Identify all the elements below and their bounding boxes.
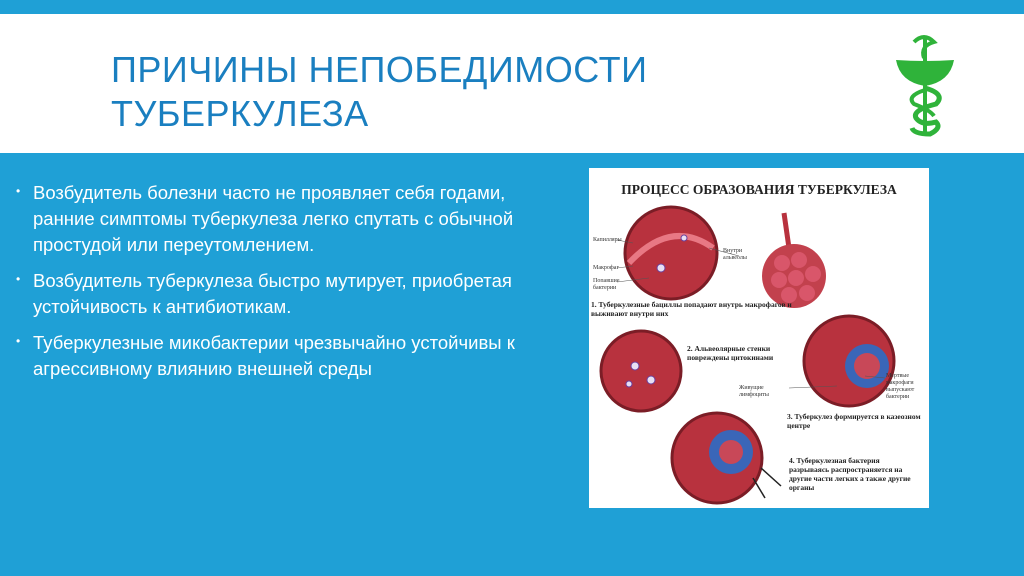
step-2: 2. Альвеолярные стенки повреждены цитокинами (687, 344, 774, 362)
step-4: 4. Туберкулезная бактерия разрываясь распространяется на другие части легких а также другие органы (789, 456, 911, 492)
label-capillary: Капилляры (593, 237, 622, 243)
slide-title-line-2: ТУБЕРКУЛЕЗА (111, 93, 369, 134)
bullet-text: Возбудитель туберкулеза быстро мутирует, приобретая устойчивость к антибиотикам. (33, 270, 512, 317)
bullet-text: Возбудитель болезни часто не проявляет себя годами, ранние симптомы туберкулеза легко спутать с обычной простудой или переутомлением. (33, 182, 514, 255)
bullet-item (16, 180, 556, 258)
label-bacteria: Попавшие бактерии (593, 278, 620, 291)
bullet-marker: • (16, 184, 21, 198)
bullet-item (16, 330, 556, 382)
tuberculosis-diagram (589, 168, 929, 508)
bullet-marker: • (16, 272, 21, 286)
bowl-of-hygieia-icon (890, 30, 960, 140)
step-3: 3. Туберкулез формируется в казеозном центре (787, 412, 921, 430)
slide-title (111, 48, 831, 136)
bullet-marker: • (16, 334, 21, 348)
label-lymphocytes: Живущие лимфоциты (739, 385, 769, 398)
step-1: 1. Туберкулезные бациллы попадают внутрь макрофагов и выживают внутри них (591, 300, 792, 318)
label-alveolar: Внутри альвеолы (723, 248, 747, 261)
label-dead-macrophages: Мертвые макрофаги выпускают бактерии (886, 373, 915, 400)
top-strip (0, 0, 1024, 14)
bullet-item (16, 268, 556, 320)
slide-title-line-1: ПРИЧИНЫ НЕПОБЕДИМОСТИ (111, 49, 648, 90)
bullet-text: Туберкулезные микобактерии чрезвычайно устойчивы к агрессивному влиянию внешней среды (33, 332, 515, 379)
bullet-list (16, 180, 556, 392)
diagram-title: ПРОЦЕСС ОБРАЗОВАНИЯ ТУБЕРКУЛЕЗА (621, 182, 897, 197)
label-macrophage: Макрофаг (593, 265, 619, 271)
